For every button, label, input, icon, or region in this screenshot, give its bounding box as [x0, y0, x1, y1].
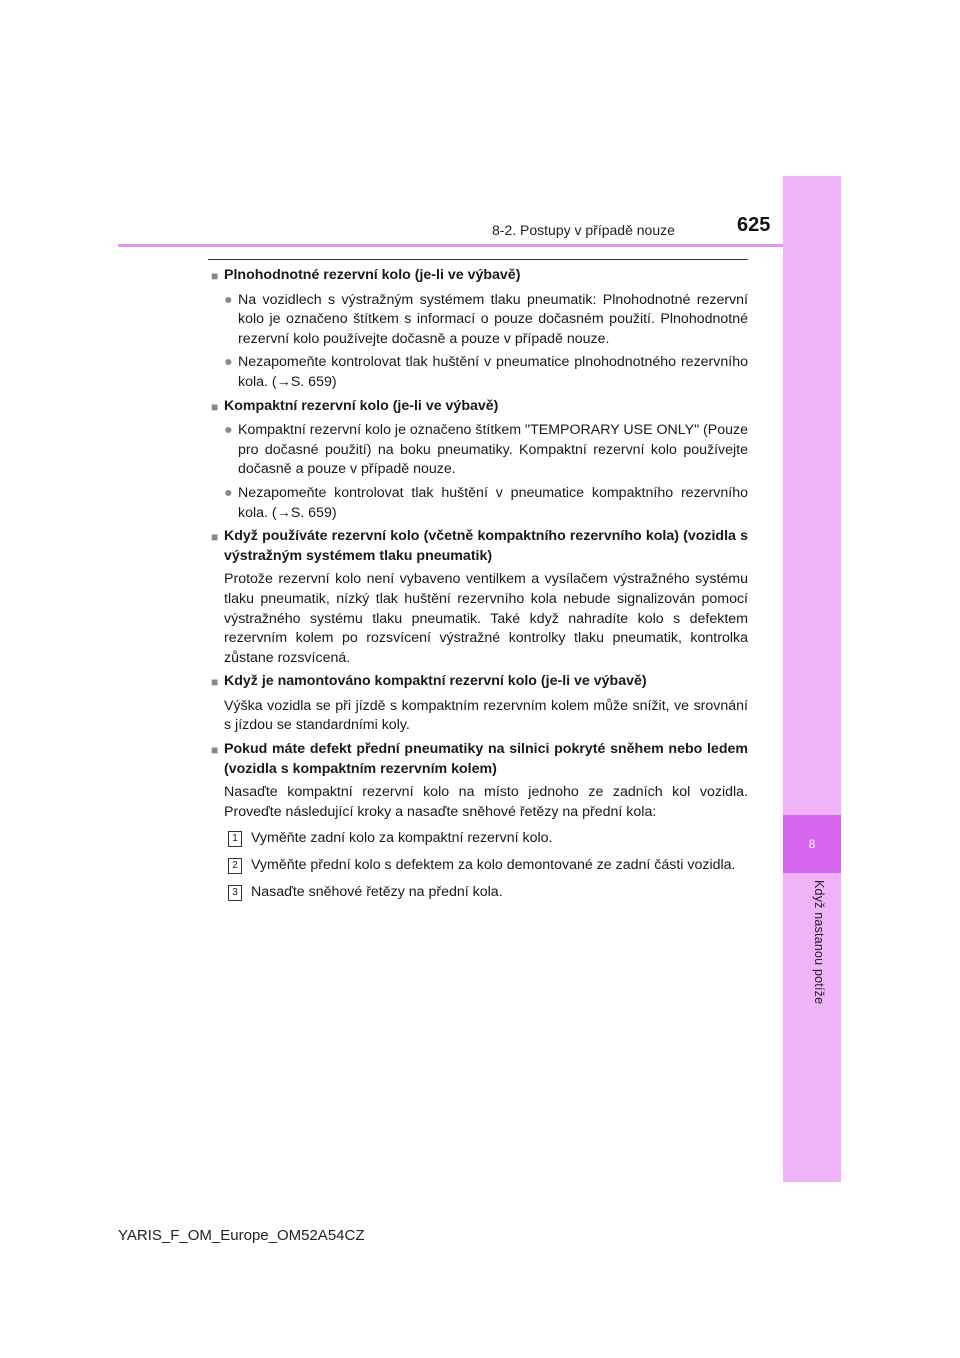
circle-bullet-icon: ●	[224, 291, 233, 308]
page-number: 625	[737, 214, 771, 236]
square-bullet-icon: ■	[211, 743, 219, 758]
bullet-item: ● Kompaktní rezervní kolo je označeno štítkem "TEMPORARY USE ONLY" (Pouze pro dočasné použití) na boku pneumatiky. Kompaktní rezervní kolo používejte dočasně a pouze v případě nouze.	[224, 421, 748, 480]
square-bullet-icon: ■	[211, 675, 219, 690]
step-number-box: 2	[228, 858, 242, 874]
square-bullet-icon: ■	[211, 399, 219, 414]
section-heading: ■ Plnohodnotné rezervní kolo (je-li ve výbavě)	[211, 266, 748, 287]
step-item: 1 Vyměňte zadní kolo za kompaktní rezervní kolo.	[228, 829, 748, 849]
main-content	[211, 266, 748, 909]
section-heading: ■ Kompaktní rezervní kolo (je-li ve výbavě)	[211, 397, 748, 418]
section-title: 8-2. Postupy v případě nouze	[492, 222, 675, 238]
bullet-item: ● Nezapomeňte kontrolovat tlak huštění v pneumatice plnohodnotného rezervního kola. (→S. 659)	[224, 353, 748, 392]
section-paragraph: Výška vozidla se při jízdě s kompaktním rezervním kolem může snížit, ve srovnání s jízdou se standardními koly.	[224, 697, 748, 734]
bullet-item: ● Nezapomeňte kontrolovat tlak huštění v pneumatice kompaktního rezervního kola. (→S. 659)	[224, 484, 748, 523]
step-number-box: 3	[228, 885, 242, 901]
square-bullet-icon: ■	[211, 530, 219, 545]
document-code-footer: YARIS_F_OM_Europe_OM52A54CZ	[118, 1227, 365, 1244]
section-paragraph: Nasaďte kompaktní rezervní kolo na místo jednoho ze zadních kol vozidla. Proveďte následující kroky a nasaďte sněhové řetězy na přední kola:	[224, 784, 748, 820]
bullet-item: ● Na vozidlech s výstražným systémem tlaku pneumatik: Plnohodnotné rezervní kolo je označeno štítkem s informací o pouze dočasném použití. Plnohodnotné rezervní kolo používejte dočasně a pouze v případě nouze.	[224, 291, 748, 350]
step-item: 3 Nasaďte sněhové řetězy na přední kola.	[228, 883, 748, 903]
header-divider	[118, 244, 783, 247]
chapter-title-vertical: Když nastanou potíže	[812, 880, 826, 1005]
section-heading: ■ Když je namontováno kompaktní rezervní kolo (je-li ve výbavě)	[211, 672, 748, 693]
chapter-number-badge: 8	[783, 815, 841, 873]
circle-bullet-icon: ●	[224, 354, 233, 371]
section-heading: ■ Pokud máte defekt přední pneumatiky na silnici pokryté sněhem nebo ledem (vozidla s kompaktním rezervním kolem)	[211, 740, 748, 779]
section-paragraph: Protože rezervní kolo není vybaveno ventilkem a vysílačem výstražného systému tlaku pneumatik, nízký tlak huštění rezervního kola nebude signalizován pomocí výstražného systému tlaku pneumatik. Také když nahradíte kolo s defektem rezervním kolem po rozsvícení výstražné kontrolky tlaku pneumatik, kontrolka zůstane rozsvícená.	[224, 571, 748, 666]
circle-bullet-icon: ●	[224, 484, 233, 501]
section-heading: ■ Když používáte rezervní kolo (včetně kompaktního rezervního kola) (vozidla s výstražným systémem tlaku pneumatik)	[211, 527, 748, 566]
step-number-box: 1	[228, 831, 242, 847]
square-bullet-icon: ■	[211, 269, 219, 283]
content-top-rule	[208, 259, 748, 260]
chapter-side-tab	[783, 176, 841, 1182]
circle-bullet-icon: ●	[224, 422, 233, 439]
step-item: 2 Vyměňte přední kolo s defektem za kolo demontované ze zadní části vozidla.	[228, 856, 748, 876]
